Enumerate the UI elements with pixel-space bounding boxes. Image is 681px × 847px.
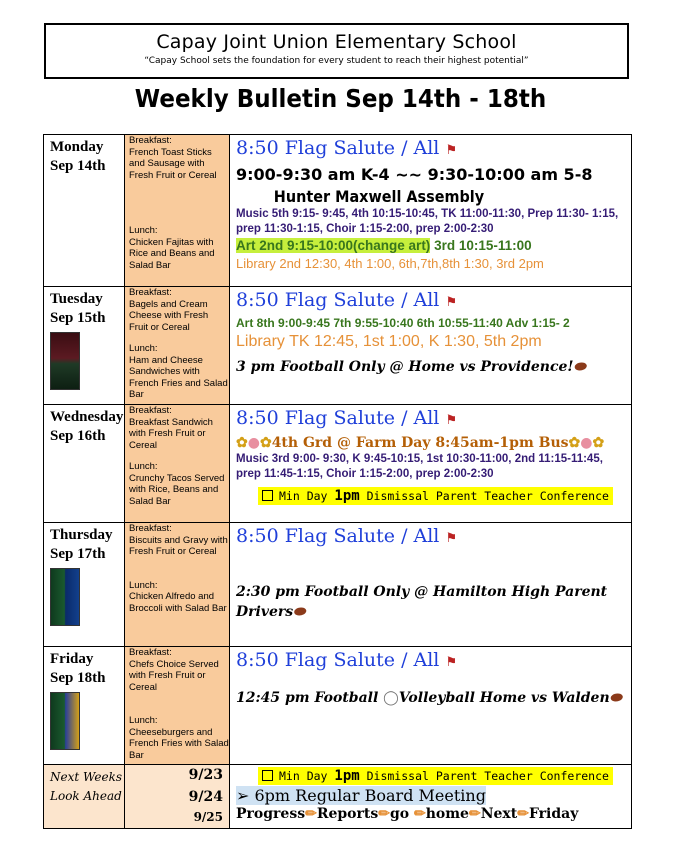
us-flag-icon: ⚑	[445, 413, 458, 428]
pencil-icon: ✏	[468, 806, 481, 822]
lunch-label: Lunch:	[129, 461, 158, 472]
day-date: Sep 17th	[50, 546, 106, 562]
day-cell	[44, 647, 125, 765]
pig-icon: ●	[580, 435, 593, 451]
look-ahead-dates-cell	[125, 765, 230, 829]
art-highlight: Art 2nd 9:15-10:00(change art)	[236, 238, 431, 253]
football-icon: ⬬	[573, 359, 586, 375]
day-cell	[44, 405, 125, 523]
activities-cell	[230, 287, 632, 405]
day-name: Monday	[50, 139, 104, 155]
day-row-thursday	[44, 523, 632, 647]
look-ahead-row	[44, 765, 632, 829]
day-date: Sep 14th	[50, 158, 106, 174]
day-cell	[44, 287, 125, 405]
school-name: Capay Joint Union Elementary School	[156, 31, 517, 53]
min-day-notice: Min Day 1pm Dismissal Parent Teacher Conference	[258, 767, 631, 785]
volleyball-icon: ◯	[383, 690, 399, 706]
day-name: Friday	[50, 651, 94, 667]
look-ahead-label-cell	[44, 765, 125, 829]
breakfast-label: Breakfast:	[129, 647, 172, 658]
menu-cell	[125, 405, 230, 523]
flag-salute: 8:50 Flag Salute / All ⚑	[236, 137, 458, 159]
look-ahead-label: Look Ahead	[50, 789, 122, 803]
lunch-menu: Cheeseburgers and French Fries with Salad Bar	[129, 726, 229, 761]
library-schedule: Library 2nd 12:30, 4th 1:00, 6th,7th,8th 1:30, 3rd 2pm	[236, 256, 544, 271]
day-row-tuesday	[44, 287, 632, 405]
flag-salute: 8:50 Flag Salute / All ⚑	[236, 649, 458, 671]
day-date: Sep 18th	[50, 670, 106, 686]
day-name: Wednesday	[50, 409, 124, 425]
music-schedule: Music 5th 9:15- 9:45, 4th 10:15-10:45, TK 11:00-11:30, Prep 11:30- 1:15, prep 11:30-1:15, Choir 1:15-2:00, prep 2:00-2:30	[236, 208, 619, 235]
us-flag-icon: ⚑	[445, 295, 458, 310]
look-ahead-date: 9/24	[188, 789, 223, 805]
lunch-menu: Crunchy Tacos Served with Rice, Beans and Salad Bar	[129, 472, 225, 507]
lunch-label: Lunch:	[129, 343, 158, 354]
pencil-icon: ✏	[413, 806, 426, 822]
art-schedule: Art 8th 9:00-9:45 7th 9:55-10:40 6th 10:55-11:40 Adv 1:15- 2	[236, 316, 570, 330]
assembly-schedule: 9:00-9:30 am K-4 ~~ 9:30-10:00 am 5-8	[236, 165, 593, 184]
day-date: Sep 16th	[50, 428, 106, 444]
us-flag-icon: ⚑	[445, 143, 458, 158]
football-icon: ⬬	[293, 604, 306, 620]
lunch-menu: Chicken Fajitas with Rice and Beans and Salad Bar	[129, 236, 215, 271]
breakfast-menu: Chefs Choice Served with Fresh Fruit or Cereal	[129, 658, 219, 693]
day-name: Thursday	[50, 527, 113, 543]
lunch-label: Lunch:	[129, 579, 158, 591]
activities-cell	[230, 135, 632, 287]
checkbox-icon[interactable]	[262, 770, 273, 781]
flag-salute: 8:50 Flag Salute / All ⚑	[236, 289, 458, 311]
pencil-icon: ✏	[378, 806, 390, 822]
lunch-menu: Ham and Cheese Sandwiches with French Fries and Salad Bar	[129, 354, 228, 400]
look-ahead-events-cell	[230, 765, 632, 829]
assembly-name: Hunter Maxwell Assembly	[273, 187, 485, 206]
football-volleyball-event: 12:45 pm Football ◯Volleyball Home vs Walden⬬	[236, 690, 622, 706]
day-row-friday	[44, 647, 632, 765]
day-row-monday	[44, 135, 632, 287]
pencil-icon: ✏	[517, 806, 529, 822]
us-flag-icon: ⚑	[445, 531, 458, 546]
day-date: Sep 15th	[50, 310, 106, 326]
board-meeting: ➢ 6pm Regular Board Meeting	[236, 786, 486, 805]
menu-cell	[125, 135, 230, 287]
progress-reports-notice: Progress✏Reports✏go ✏home✏Next✏Friday	[236, 806, 579, 822]
game-logo-image	[50, 568, 80, 626]
flag-salute: 8:50 Flag Salute / All ⚑	[236, 525, 458, 547]
breakfast-menu: Breakfast Sandwich with Fresh Fruit or Cereal	[129, 416, 213, 451]
corn-icon: ✿	[259, 435, 272, 451]
corn-icon: ✿	[568, 435, 581, 451]
corn-icon: ✿	[592, 435, 605, 451]
menu-cell	[125, 647, 230, 765]
football-icon: ⬬	[609, 690, 622, 706]
corn-icon: ✿	[236, 435, 248, 451]
breakfast-label: Breakfast:	[129, 287, 172, 298]
lunch-label: Lunch:	[129, 715, 158, 726]
school-header	[44, 23, 629, 79]
pencil-icon: ✏	[305, 806, 317, 822]
breakfast-label: Breakfast:	[129, 405, 172, 416]
activities-cell	[230, 405, 632, 523]
lunch-menu: Chicken Alfredo and Broccoli with Salad Bar	[129, 591, 227, 614]
library-schedule: Library TK 12:45, 1st 1:00, K 1:30, 5th 2pm	[236, 333, 542, 350]
breakfast-label: Breakfast:	[129, 135, 172, 146]
lunch-label: Lunch:	[129, 225, 158, 236]
farm-day-event: ✿●✿4th Grd @ Farm Day 8:45am-1pm Bus✿●✿	[236, 435, 605, 451]
menu-cell	[125, 287, 230, 405]
game-logo-image	[50, 692, 80, 750]
menu-cell	[125, 523, 230, 647]
activities-cell	[230, 523, 632, 647]
football-event: 2:30 pm Football Only @ Hamilton High Parent Drivers⬬	[236, 584, 608, 620]
breakfast-label: Breakfast:	[129, 523, 172, 534]
pig-icon: ●	[247, 435, 260, 451]
day-row-wednesday	[44, 405, 632, 523]
art-rest: 3rd 10:15-11:00	[430, 238, 532, 253]
art-schedule	[236, 237, 631, 255]
look-ahead-date: 9/23	[188, 767, 223, 783]
look-ahead-date: 9/25	[193, 810, 223, 824]
football-event: 3 pm Football Only @ Home vs Providence!⬬	[236, 359, 586, 375]
flag-salute: 8:50 Flag Salute / All ⚑	[236, 407, 458, 429]
game-logo-image	[50, 332, 80, 390]
day-cell	[44, 135, 125, 287]
breakfast-menu: French Toast Sticks and Sausage with Fresh Fruit or Cereal	[129, 146, 217, 181]
activities-cell	[230, 647, 632, 765]
us-flag-icon: ⚑	[445, 655, 458, 670]
music-schedule: Music 3rd 9:00- 9:30, K 9:45-10:15, 1st 10:30-11:00, 2nd 11:15-11:45, prep 11:45-1:15, Choir 1:15-2:00, prep 2:00-2:30	[236, 453, 603, 480]
day-name: Tuesday	[50, 291, 103, 307]
breakfast-menu: Biscuits and Gravy with Fresh Fruit or Cereal	[129, 534, 228, 557]
weekly-schedule-table	[43, 134, 632, 829]
bulletin-title: Weekly Bulletin Sep 14th - 18th	[134, 84, 547, 113]
school-motto: “Capay School sets the foundation for every student to reach their highest potential”	[144, 56, 529, 66]
look-ahead-label: Next Weeks	[50, 770, 122, 784]
min-day-notice: Min Day 1pm Dismissal Parent Teacher Conference	[258, 487, 631, 505]
checkbox-icon[interactable]	[262, 490, 273, 501]
day-cell	[44, 523, 125, 647]
breakfast-menu: Bagels and Cream Cheese with Fresh Fruit or Cereal	[129, 298, 209, 333]
